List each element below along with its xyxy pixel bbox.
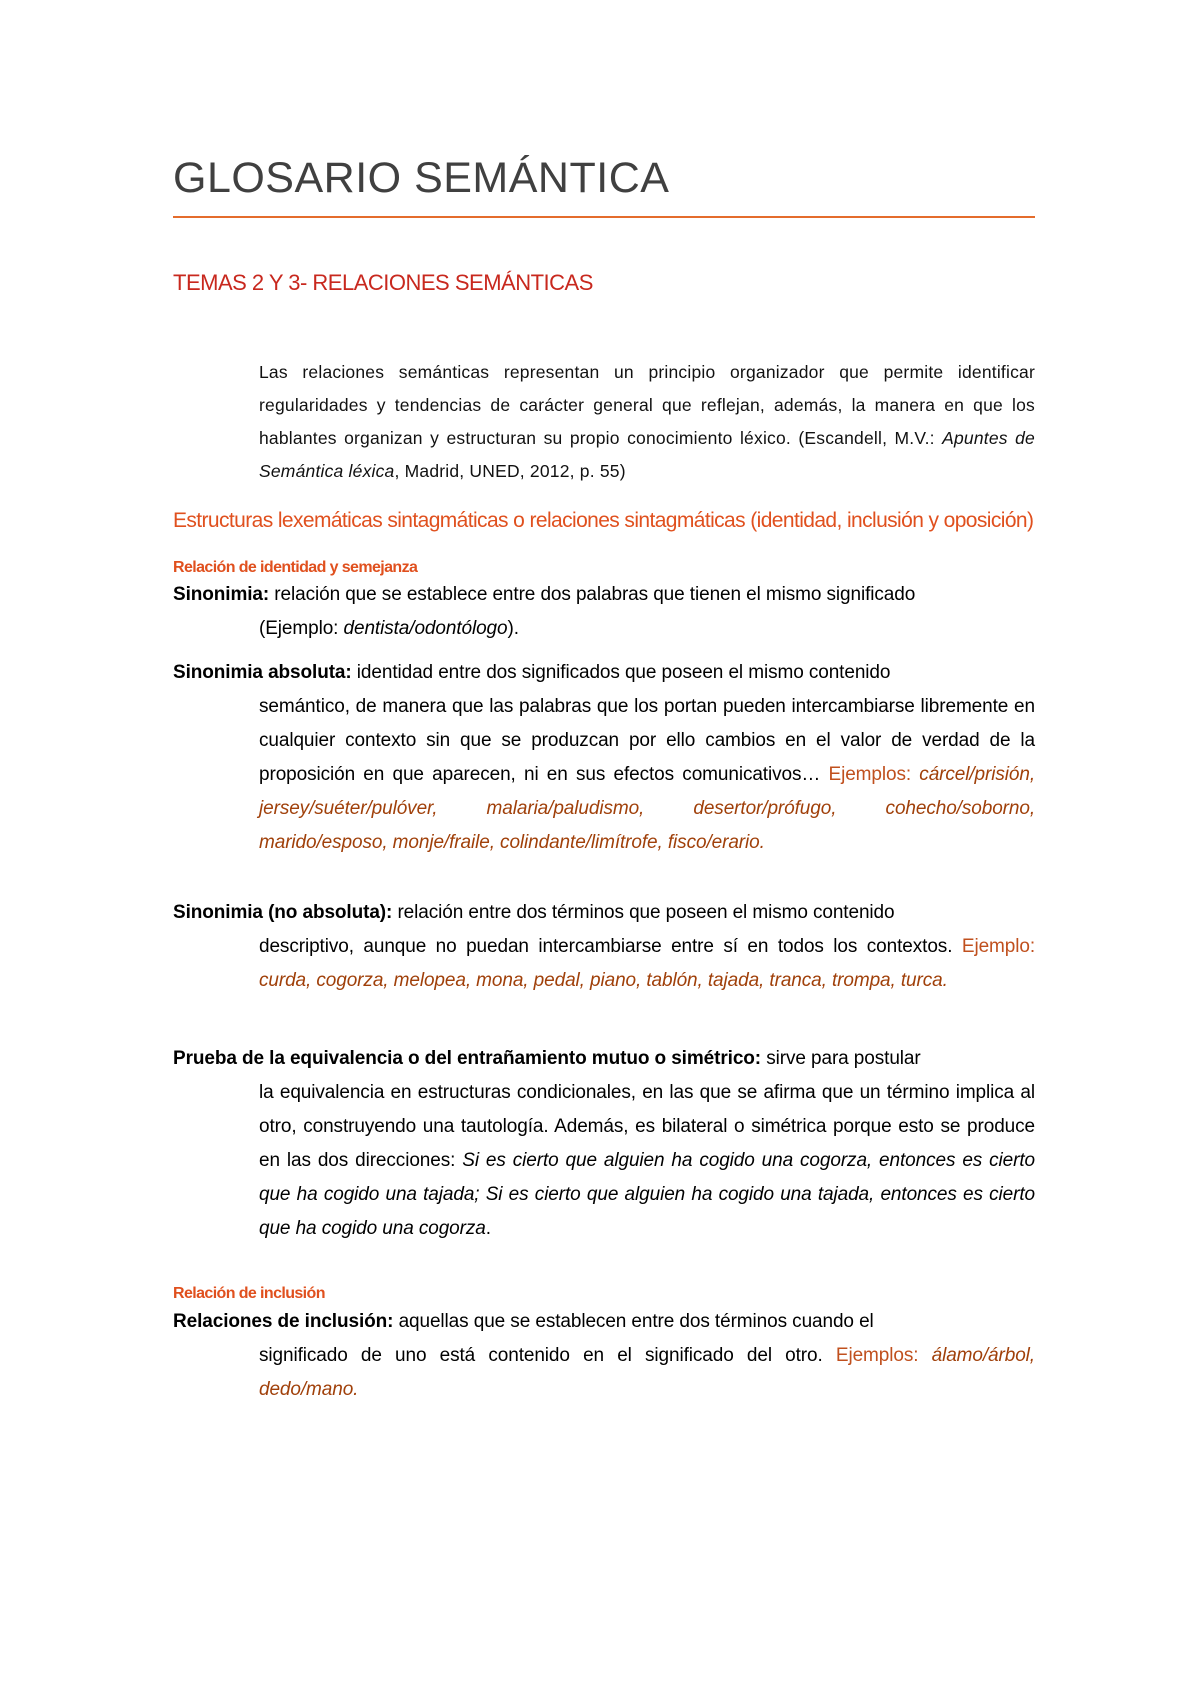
example-label: Ejemplos: bbox=[835, 1345, 919, 1366]
entry-definition: aquellas que se establecen entre dos términos cuando el bbox=[393, 1311, 874, 1332]
entry-first-line bbox=[173, 578, 1035, 612]
example-label: Ejemplos: bbox=[828, 764, 912, 785]
example-items: álamo/árbol, dedo/mano. bbox=[259, 1345, 1035, 1400]
entry-text: la equivalencia en estructuras condicionales, en las que se afirma que un término implica al otro, construyendo una tautología. Además, es bilateral o simétrica porque esto se produce en las dos direcciones: bbox=[259, 1082, 1035, 1171]
entry-first-line bbox=[173, 1042, 1035, 1076]
example-items: cárcel/prisión, jersey/suéter/pulóver, malaria/paludismo, desertor/prófugo, cohecho/soborno, marido/esposo, monje/fraile, colindante/limítrofe, fisco/erario. bbox=[259, 764, 1035, 853]
entry-relaciones-inclusion bbox=[173, 1305, 1035, 1407]
entry-sinonimia bbox=[173, 578, 1035, 646]
entry-first-line bbox=[173, 656, 1035, 690]
entry-text: semántico, de manera que las palabras que los portan pueden intercambiarse libremente en cualquier contexto sin que se produzcan por ello cambios en el valor de verdad de la proposición en que aparecen, ni en sus efectos comunicativos… bbox=[259, 696, 1035, 785]
entry-continuation bbox=[173, 1076, 1035, 1246]
entry-continuation bbox=[173, 690, 1035, 860]
entry-text: descriptivo, aunque no puedan intercambiarse entre sí en todos los contextos. bbox=[259, 936, 962, 957]
entry-text-end: . bbox=[485, 1218, 491, 1239]
entry-text-end: ). bbox=[507, 618, 519, 639]
entry-definition: relación entre dos términos que poseen el mismo contenido bbox=[392, 902, 895, 923]
entry-example: dentista/odontólogo bbox=[343, 618, 508, 639]
entry-term: Prueba de la equivalencia o del entrañamiento mutuo o simétrico: bbox=[173, 1048, 762, 1069]
example-items: curda, cogorza, melopea, mona, pedal, piano, tablón, tajada, tranca, trompa, turca. bbox=[259, 970, 948, 991]
relation-heading-identity: Relación de identidad y semejanza bbox=[173, 559, 418, 576]
intro-quote bbox=[259, 356, 1035, 488]
entry-first-line bbox=[173, 1305, 1035, 1339]
entry-first-line bbox=[173, 896, 1035, 930]
quote-text: Las relaciones semánticas representan un principio organizador que permite identificar regularidades y tendencias de carácter general que reflejan, además, la manera en que los hablantes organizan y estructuran su propio conocimiento léxico. (Escandell, M.V.: bbox=[259, 362, 1035, 448]
example-label: Ejemplo: bbox=[961, 936, 1035, 957]
entry-term: Relaciones de inclusión: bbox=[173, 1311, 394, 1332]
entry-continuation bbox=[173, 930, 1035, 998]
entry-italic-example: Si es cierto que alguien ha cogido una cogorza, entonces es cierto que ha cogido una tajada; Si es cierto que alguien ha cogido una tajada, entonces es cierto que ha cogido una cogorza bbox=[259, 1150, 1035, 1239]
quote-tail: , Madrid, UNED, 2012, p. 55) bbox=[394, 461, 626, 481]
entry-sinonimia-absoluta bbox=[173, 656, 1035, 860]
document-page bbox=[173, 0, 1035, 1698]
entry-prueba-equivalencia bbox=[173, 1042, 1035, 1246]
entry-continuation bbox=[173, 612, 1035, 646]
entry-text: (Ejemplo: bbox=[259, 618, 344, 639]
entry-definition: relación que se establece entre dos palabras que tienen el mismo significado bbox=[269, 584, 916, 605]
title-divider bbox=[173, 216, 1035, 218]
entry-sinonimia-no-absoluta bbox=[173, 896, 1035, 998]
entry-term: Sinonimia (no absoluta): bbox=[173, 902, 393, 923]
entry-text: significado de uno está contenido en el significado del otro. bbox=[259, 1345, 836, 1366]
subsection-title: Estructuras lexemáticas sintagmáticas o relaciones sintagmáticas (identidad, inclusión y oposición) bbox=[173, 509, 1034, 532]
relation-heading-inclusion: Relación de inclusión bbox=[173, 1285, 325, 1302]
document-title: GLOSARIO SEMÁNTICA bbox=[173, 154, 670, 202]
entry-term: Sinonimia absoluta: bbox=[173, 662, 352, 683]
entry-term: Sinonimia: bbox=[173, 584, 270, 605]
entry-definition: identidad entre dos significados que poseen el mismo contenido bbox=[351, 662, 891, 683]
entry-continuation bbox=[173, 1339, 1035, 1407]
quote-book-title: Apuntes de Semántica léxica bbox=[259, 428, 1035, 481]
section-heading: TEMAS 2 Y 3- RELACIONES SEMÁNTICAS bbox=[173, 270, 593, 295]
entry-definition: sirve para postular bbox=[761, 1048, 921, 1069]
